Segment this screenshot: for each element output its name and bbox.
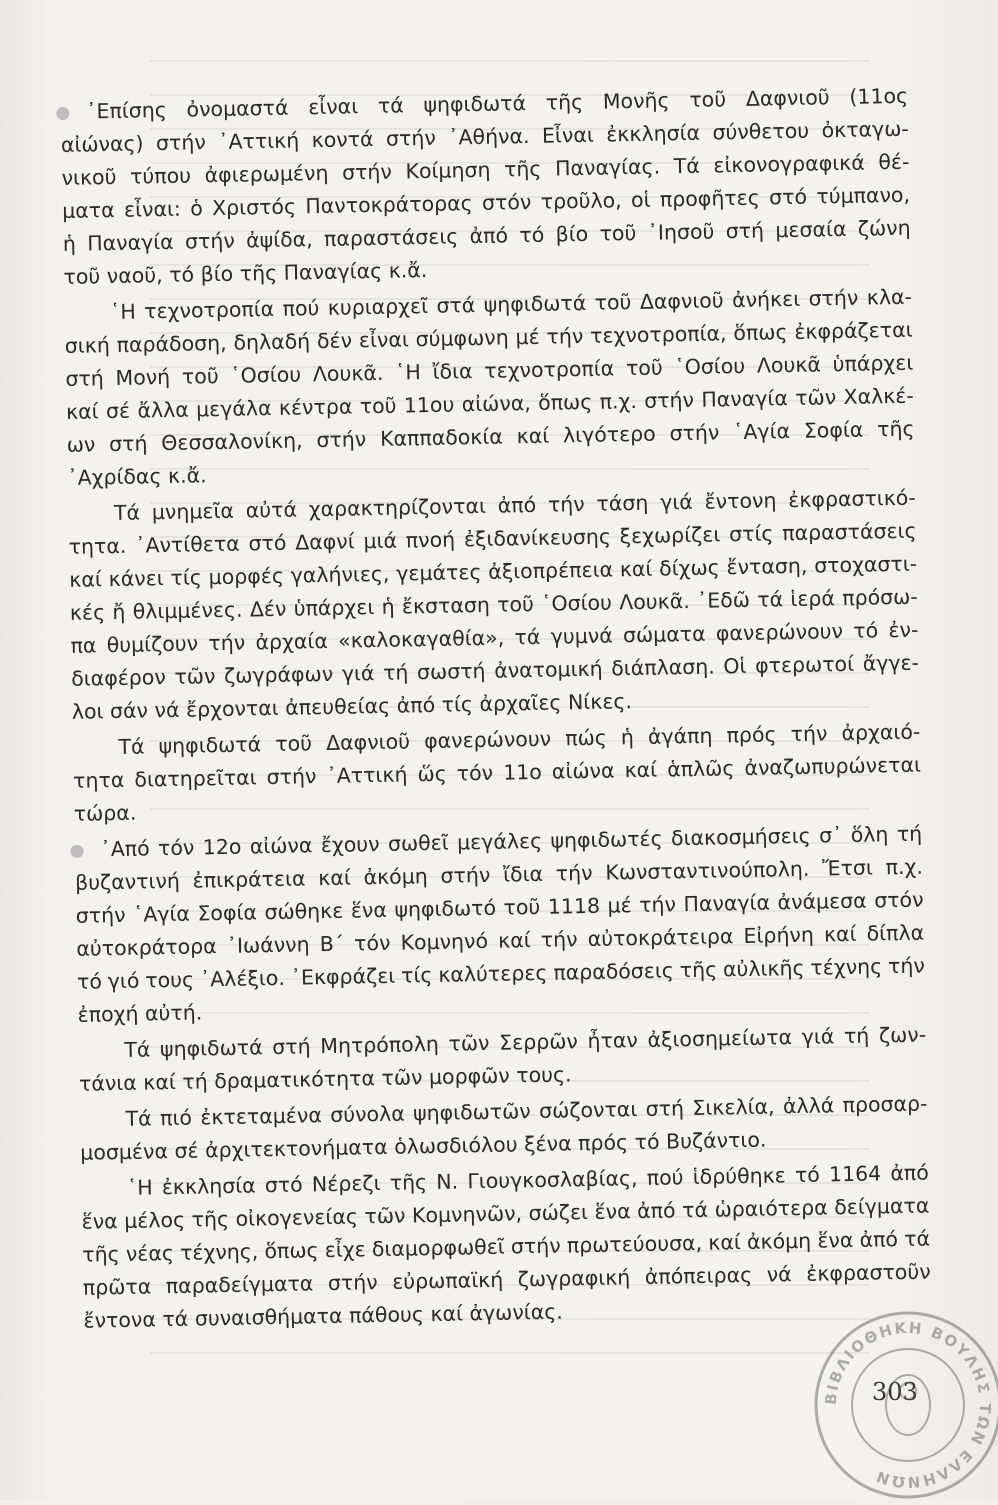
text-line: τητα. ᾿Αντίθετα στό Δαφνί μιά πνοή ἐξιδανίκευσης ξεχωρίζει στίς παραστάσεις: [68, 518, 917, 559]
text-line: αὐτοκράτορα ᾿Ιωάννη Β΄ τόν Κομνηνό καί τήν αὐτοκράτειρα Εἰρήνη καί δίπλα: [76, 920, 925, 961]
text-line: μοσμένα σέ ἀρχιτεκτονήματα ὁλωσδιόλου ξένα πρός τό Βυζάντιο.: [80, 1127, 767, 1165]
svg-text:ΒΙΒΛΙΟΘΗΚΗ ΒΟΥΛΗΣ ΤΩΝ ΕΛΛΗΝΩΝ: [822, 1319, 994, 1492]
text-line: σική παράδοση, δηλαδή δέν εἶναι σύμφωνη μέ τήν τεχνοτροπία, ὅπως ἐκφράζεται: [64, 317, 913, 358]
text-line: ων στή Θεσσαλονίκη, στήν Καππαδοκία καί λιγότερο στήν ῾Αγία Σοφία τῆς: [66, 416, 915, 457]
text-line: πα θυμίζουν τήν ἀρχαία «καλοκαγαθία», τά γυμνά σώματα φανερώνουν τό ἐν-: [70, 617, 919, 658]
text-line: Τά πιό ἐκτεταμένα σύνολα ψηφιδωτῶν σώζονται στή Σικελία, ἀλλά προσαρ-: [125, 1091, 928, 1131]
text-line: τῆς νέας τέχνης, ὅπως εἶχε διαμορφωθεῖ στήν πρωτεύουσα, καί ἀκόμη ἕνα ἀπό τά: [82, 1226, 931, 1267]
text-line: Τά ψηφιδωτά στή Μητρόπολη τῶν Σερρῶν ἦταν ἀξιοσημείωτα γιά τή ζων-: [124, 1022, 927, 1062]
stamp-text: ΒΙΒΛΙΟΘΗΚΗ ΒΟΥΛΗΣ ΤΩΝ ΕΛΛΗΝΩΝ: [821, 1318, 995, 1492]
paragraph: [60, 80, 912, 294]
text-line: Τά ψηφιδωτά τοῦ Δαφνιοῦ φανερώνουν πώς ἡ ἀγάπη πρός τήν ἀρχαιό-: [118, 719, 921, 759]
text-line: βυζαντινή ἐπικράτεια καί ἀκόμη στήν ἴδια τήν Κωνσταντινούπολη. Ἔτσι π.χ.: [74, 854, 924, 895]
text-line: στή Μονή τοῦ ῾Οσίου Λουκᾶ. ῾Η ἴδια τεχνοτροπία τοῦ ῾Οσίου Λουκᾶ ὑπάρχει: [65, 350, 914, 391]
text-line: καί κάνει τίς μορφές γαλήνιες, γεμάτες ἀξιοπρέπεια καί δίχως ἔνταση, στοχαστι-: [69, 551, 918, 592]
text-line: αἰώνας) στήν ᾿Αττική κοντά στήν ᾿Αθήνα. Εἶναι ἐκκλησία σύνθετου ὀκταγω-: [60, 116, 909, 157]
paragraph: [74, 818, 926, 1032]
text-line: διαφέρον τῶν ζωγράφων γιά τή σωστή ἀνατομική διάπλαση. Οἱ φτερωτοί ἄγγε-: [70, 650, 920, 691]
text-line: τάνια καί τή δραματικότητα τῶν μορφῶν τους.: [78, 1062, 572, 1096]
text-line: νικοῦ τύπου ἀφιερωμένη στήν Κοίμηση τῆς Παναγίας. Τά εἰκονογραφικά θέ-: [61, 149, 910, 190]
paragraph: [68, 482, 920, 729]
text-line: ἔντονα τά συναισθήματα πάθους καί ἀγωνίας.: [83, 1299, 564, 1333]
text-line: τητα διατηρεῖται στήν ᾿Αττική ὥς τόν 11ο αἰώνα καί ἁπλῶς ἀναζωπυρώνεται: [72, 752, 922, 793]
text-line: ᾿Επίσης ὀνομαστά εἶναι τά ψηφιδωτά τῆς Μονῆς τοῦ Δαφνιοῦ (11ος: [86, 83, 909, 124]
text-line: τώρα.: [73, 800, 137, 826]
paragraph: [72, 716, 922, 831]
text-line: πρῶτα παραδείγματα στήν εὐρωπαϊκή ζωγραφική ἀπόπειρας νά ἐκφραστοῦν: [82, 1259, 931, 1300]
text-line: στήν ῾Αγία Σοφία σώθηκε ἕνα ψηφιδωτό τοῦ 1118 μέ τήν Παναγία ἀνάμεσα στόν: [75, 887, 924, 928]
text-line: κές ἤ θλιμμένες. Δέν ὑπάρχει ἡ ἔκσταση τοῦ ῾Οσίου Λουκᾶ. ᾿Εδῶ τά ἱερά πρόσω-: [69, 584, 918, 625]
text-line: ἐποχή αὐτή.: [77, 1000, 203, 1027]
body-text: [60, 80, 932, 1338]
text-line: ῾Η τεχνοτροπία πού κυριαρχεῖ στά ψηφιδωτά τοῦ Δαφνιοῦ ἀνήκει στήν κλα-: [109, 284, 913, 325]
text-line: λοι σάν νά ἔρχονται ἀπευθείας ἀπό τίς ἀρχαῖες Νίκες.: [71, 689, 633, 724]
text-line: τό γιό τους ᾿Αλέξιο. ᾿Εκφράζει τίς καλύτερες παραδόσεις τῆς αὐλικῆς τέχνης τήν: [76, 953, 926, 994]
paragraph: [64, 281, 916, 495]
text-line: ἡ Παναγία στήν ἀψίδα, παραστάσεις ἀπό τό βίο τοῦ ᾿Ιησοῦ στή μεσαία ζώνη: [62, 215, 911, 256]
text-line: ἕνα μέλος τῆς οἰκογενείας τῶν Κομνηνῶν, σώζει ἕνα ἀπό τά ὡραιότερα δείγματα: [81, 1193, 930, 1234]
text-line: Τά μνημεῖα αὐτά χαρακτηρίζονται ἀπό τήν τάση γιά ἔντονη ἐκφραστικό-: [113, 485, 916, 526]
paragraph: [78, 1019, 927, 1101]
text-line: ᾿Από τόν 12ο αἰώνα ἔχουν σωθεῖ μεγάλες ψηφιδωτές διακοσμήσεις σ᾿ ὅλη τή: [100, 821, 923, 862]
paragraph: [81, 1157, 932, 1338]
library-stamp-icon: [808, 1305, 998, 1505]
paragraph: [79, 1088, 928, 1170]
page-number: 303: [872, 1378, 918, 1406]
text-line: τοῦ ναοῦ, τό βίο τῆς Παναγίας κ.ἄ.: [63, 257, 428, 289]
text-line: καί σέ ἄλλα μεγάλα κέντρα τοῦ 11ου αἰώνα, ὅπως π.χ. στήν Παναγία τῶν Χαλκέ-: [65, 383, 914, 424]
text-line: ᾿Αχρίδας κ.ἄ.: [67, 463, 207, 490]
text-line: ματα εἶναι: ὁ Χριστός Παντοκράτορας στόν τροῦλο, οἱ προφῆτες στό τύμπανο,: [61, 182, 911, 223]
text-line: ῾Η ἐκκλησία στό Νέρεζι τῆς Ν. Γιουγκοσλαβίας, πού ἱδρύθηκε τό 1164 ἀπό: [126, 1160, 930, 1200]
